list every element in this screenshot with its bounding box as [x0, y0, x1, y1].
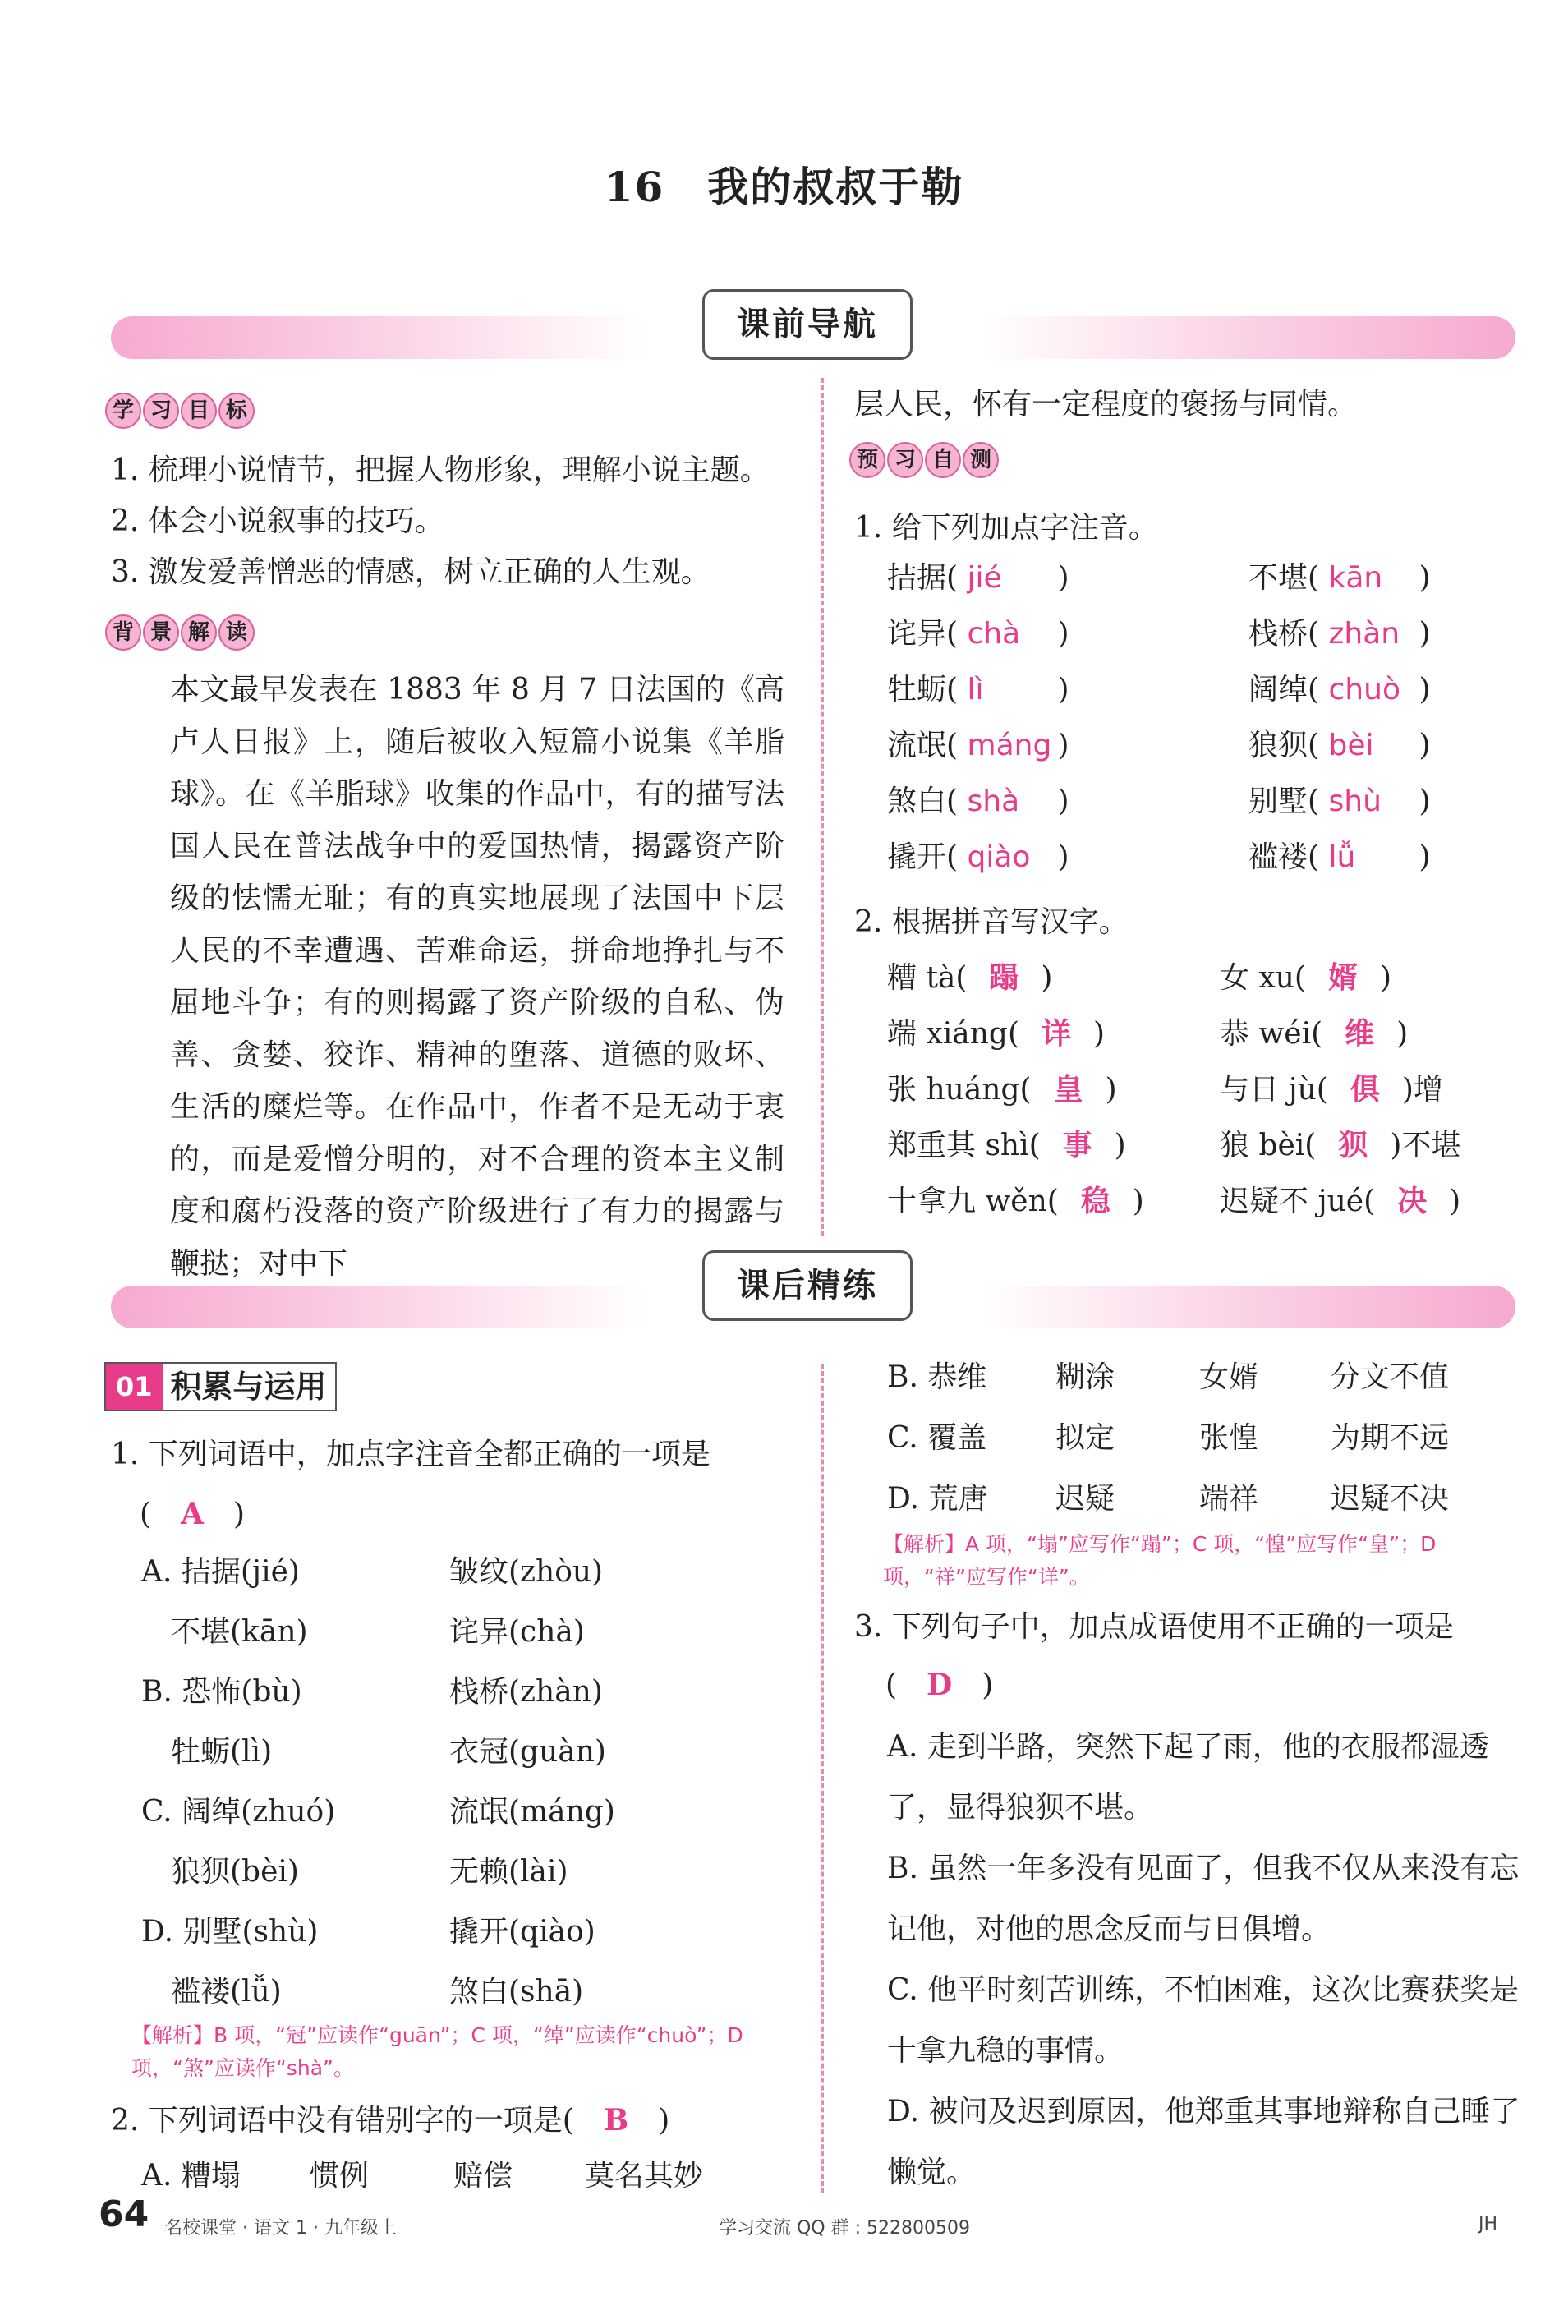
- pinyin-answer: máng: [967, 729, 1052, 762]
- pinyin-item: 撬开( qiào ): [887, 840, 1069, 874]
- q2-option-cell: 张惶: [1199, 1421, 1259, 1455]
- q1-option-cell: 撬开(qiào): [449, 1915, 595, 1949]
- q2-option-cell: 拟定: [1055, 1421, 1115, 1455]
- q1-option-cell: 无赖(lài): [449, 1855, 568, 1889]
- q2-option-cell: A. 糟塌: [141, 2159, 241, 2193]
- pinyin-item: 别墅( shù ): [1248, 785, 1431, 818]
- hanzi-answer: 稳: [1080, 1184, 1110, 1218]
- background-paragraph: 本文最早发表在 1883 年 8 月 7 日法国的《高卢人日报》上，随后被收入短篇小说集《羊脂球》。在《羊脂球》收集的作品中，有的描写法国人民在普法战争中的爱国热情，揭露资产阶级的怯懦无耻；有的真实地展现了法国中下层人民的不幸遭遇、苦难命运，拼命地挣扎与不屈地斗争；有的则揭露了资产阶级的自私、伪善、贪婪、狡诈、精神的堕落、道德的败坏、生活的糜烂等。在作品中，作者不是无动于衷的，而是爱憎分明的，对不合理的资本主义制度和腐朽没落的资产阶级进行了有力的揭露与鞭挞；对中下: [170, 673, 784, 1281]
- q2-option-cell: 分文不值: [1331, 1360, 1450, 1394]
- word: 煞白: [887, 785, 947, 818]
- badge-preview: 预 习 自 测: [849, 442, 999, 478]
- hanzi-item: 狼 bèi( 狈 )不堪: [1220, 1122, 1460, 1164]
- hanzi-answer: 详: [1041, 1016, 1071, 1051]
- q1-explanation: 【解析】B 项，“冠”应读作“guān”；C 项，“绰”应读作“chuò”；D 项，“煞”应读作“shà”。: [131, 2023, 743, 2080]
- badge-goals: 学 习 目 标: [105, 393, 255, 429]
- pinyin-answer: zhàn: [1328, 617, 1400, 651]
- q2-option-cell: D. 荒唐: [887, 1482, 988, 1516]
- q1-option-cell: 牡蛎(lì): [141, 1735, 273, 1769]
- q3-option-c: C. 他平时刻苦训练，不怕困难，这次比赛获奖是十拿九稳的事情。: [887, 1973, 1520, 2068]
- background-continuation: 层人民，怀有一定程度的褒扬与同情。: [854, 388, 1358, 421]
- lesson-title: 16 我的叔叔于勒: [604, 163, 964, 211]
- pinyin-answer: lǚ: [1328, 840, 1356, 874]
- word: 牡蛎: [887, 673, 947, 706]
- hanzi-item: 端 xiáng( 详 ): [887, 1010, 1105, 1052]
- word: 阔绰: [1248, 673, 1308, 706]
- tag-accumulation: 01 积累与运用: [104, 1362, 337, 1411]
- hanzi-answer: 俱: [1350, 1072, 1380, 1107]
- word: 褴褛: [1248, 840, 1308, 874]
- pinyin-answer: chà: [967, 617, 1021, 651]
- footer-qq: 学习交流 QQ 群 : 522800509: [719, 2218, 970, 2239]
- page-number: 64: [99, 2193, 149, 2235]
- q1-option-cell: 皱纹(zhòu): [449, 1555, 604, 1589]
- q2-option-cell: 糊涂: [1055, 1360, 1115, 1394]
- q1-option-cell: 衣冠(guàn): [449, 1735, 606, 1769]
- q2-option-cell: 为期不远: [1331, 1421, 1450, 1455]
- section-title-pre: 课前导航: [702, 289, 913, 360]
- hanzi-answer: 事: [1062, 1128, 1092, 1162]
- pinyin-item: 褴褛( lǚ ): [1248, 840, 1431, 874]
- pinyin-item: 栈桥( zhàn ): [1248, 617, 1431, 651]
- pinyin-answer: lì: [967, 673, 984, 706]
- section-title-post: 课后精练: [702, 1250, 913, 1321]
- q1-stem: 1. 下列词语中，加点字注音全都正确的一项是: [111, 1438, 710, 1471]
- hanzi-answer: 决: [1397, 1184, 1428, 1218]
- hanzi-answer: 维: [1345, 1016, 1375, 1051]
- footer-book: 名校课堂 · 语文 1 · 九年级上: [164, 2218, 397, 2239]
- q3-option-d: D. 被问及迟到原因，他郑重其事地辩称自己睡了懒觉。: [887, 2095, 1520, 2189]
- q2-option-cell: 女婿: [1199, 1360, 1259, 1394]
- word: 流氓: [887, 729, 947, 762]
- q1-option-cell: 褴褛(lǚ): [141, 1975, 282, 2009]
- q1-option-cell: 诧异(chà): [449, 1615, 585, 1649]
- pinyin-answer: shà: [967, 785, 1020, 818]
- hanzi-item: 郑重其 shì( 事 ): [887, 1122, 1126, 1164]
- pinyin-answer: bèi: [1328, 729, 1374, 762]
- q1-answer-paren: ( A ): [140, 1497, 246, 1531]
- q1-option-cell: 流氓(máng): [449, 1795, 615, 1829]
- q2-option-cell: 赔偿: [453, 2159, 513, 2193]
- q3-option-a: A. 走到半路，突然下起了雨，他的衣服都湿透了，显得狼狈不堪。: [887, 1730, 1489, 1825]
- word: 撬开: [887, 840, 947, 874]
- hanzi-item: 张 huáng( 皇 ): [887, 1066, 1117, 1108]
- q1-option-cell: 栈桥(zhàn): [449, 1675, 603, 1709]
- q2-explanation: 【解析】A 项，“塌”应写作“蹋”；C 项，“惶”应写作“皇”；D 项，“祥”应写作“详”。: [883, 1532, 1437, 1589]
- q2-option-cell: 惯例: [310, 2159, 370, 2193]
- q2-stem: 2. 下列词语中没有错别字的一项是( B ): [111, 2103, 670, 2138]
- q2-option-cell: 端祥: [1199, 1482, 1259, 1516]
- q3-options: [887, 1717, 1536, 2203]
- hanzi-answer: 狈: [1338, 1128, 1368, 1162]
- pinyin-item: 拮据( jié ): [887, 561, 1069, 595]
- word: 不堪: [1248, 561, 1308, 595]
- pinyin-item: 牡蛎( lì ): [887, 673, 1069, 706]
- pinyin-answer: chuò: [1328, 673, 1400, 706]
- q2-option-cell: C. 覆盖: [887, 1421, 987, 1455]
- word: 栈桥: [1248, 617, 1308, 651]
- q2-option-cell: 迟疑: [1055, 1482, 1115, 1516]
- pinyin-item: 流氓( máng ): [887, 729, 1069, 762]
- q2-option-cell: 迟疑不决: [1331, 1482, 1450, 1516]
- preview-q2-stem: 2. 根据拼音写汉字。: [854, 905, 1129, 939]
- q3-answer-paren: ( D ): [885, 1668, 994, 1702]
- hanzi-answer: 婿: [1327, 960, 1358, 995]
- hanzi-answer: 皇: [1053, 1072, 1083, 1107]
- q3-stem: 3. 下列句子中，加点成语使用不正确的一项是: [854, 1610, 1454, 1644]
- pinyin-item: 不堪( kān ): [1248, 561, 1431, 595]
- word: 诧异: [887, 617, 947, 651]
- pinyin-item: 煞白( shà ): [887, 785, 1069, 818]
- badge-background: 背 景 解 读: [105, 614, 255, 651]
- hanzi-item: 十拿九 wěn( 稳 ): [887, 1178, 1144, 1220]
- word: 拮据: [887, 561, 947, 595]
- q1-option-cell: D. 别墅(shù): [141, 1915, 319, 1949]
- q3-option-b: B. 虽然一年多没有见面了，但我不仅从来没有忘记他，对他的思念反而与日俱增。: [887, 1852, 1520, 1946]
- pinyin-answer: kān: [1328, 561, 1383, 595]
- pinyin-answer: jié: [967, 561, 1002, 595]
- preview-q1-stem: 1. 给下列加点字注音。: [854, 511, 1158, 545]
- q1-option-cell: B. 恐怖(bù): [141, 1675, 302, 1709]
- q1-option-cell: 狼狈(bèi): [141, 1855, 299, 1889]
- column-divider-bottom: [821, 1364, 824, 2193]
- footer-code: JH: [1478, 2214, 1498, 2234]
- pinyin-answer: qiào: [967, 840, 1031, 874]
- hanzi-item: 女 xu( 婿 ): [1220, 955, 1391, 996]
- hanzi-item: 恭 wéi( 维 ): [1220, 1010, 1408, 1052]
- q1-option-cell: C. 阔绰(zhuó): [141, 1795, 336, 1829]
- hanzi-item: 迟疑不 jué( 决 ): [1220, 1178, 1460, 1220]
- pinyin-answer: shù: [1328, 785, 1382, 818]
- q1-option-cell: 不堪(kān): [141, 1615, 308, 1649]
- hanzi-item: 与日 jù( 俱 )增: [1220, 1066, 1443, 1108]
- q1-option-cell: A. 拮据(jié): [141, 1555, 300, 1589]
- goals-list: 1. 梳理小说情节，把握人物形象，理解小说主题。 2. 体会小说叙事的技巧。 3. 激发爱善憎恶的情感，树立正确的人生观。: [111, 453, 770, 589]
- hanzi-item: 糟 tà( 蹋 ): [887, 955, 1052, 996]
- pinyin-item: 阔绰( chuò ): [1248, 673, 1431, 706]
- q1-option-cell: 煞白(shā): [449, 1975, 584, 2009]
- q2-option-cell: 莫名其妙: [585, 2159, 704, 2193]
- word: 狼狈: [1248, 729, 1308, 762]
- hanzi-answer: 蹋: [989, 960, 1019, 995]
- column-divider-top: [821, 378, 824, 1236]
- word: 别墅: [1248, 785, 1308, 818]
- pinyin-item: 狼狈( bèi ): [1248, 729, 1431, 762]
- pinyin-item: 诧异( chà ): [887, 617, 1069, 651]
- q2-option-cell: B. 恭维: [887, 1360, 987, 1394]
